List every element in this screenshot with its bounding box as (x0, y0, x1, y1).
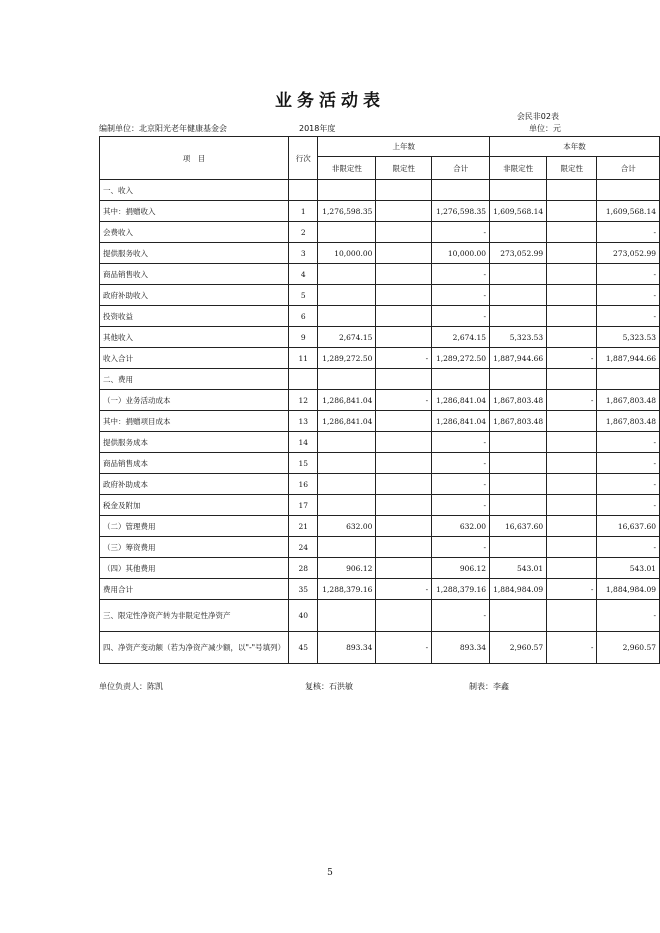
cell-curr-restricted: - (547, 390, 597, 411)
cell-curr-restricted (547, 327, 597, 348)
cell-curr-total: 5,323.53 (597, 327, 660, 348)
cell-prev-total: - (432, 537, 490, 558)
table-row (100, 537, 660, 558)
cell-curr-total: - (597, 474, 660, 495)
table-row (100, 348, 660, 369)
cell-curr-unrestricted: 2,960.57 (490, 632, 547, 664)
row-line-number: 15 (289, 453, 318, 474)
table-row (100, 180, 660, 201)
cell-prev-total (432, 180, 490, 201)
cell-curr-unrestricted (490, 495, 547, 516)
row-item-label: （一）业务活动成本 (100, 390, 289, 411)
cell-prev-total: 1,286,841.04 (432, 411, 490, 432)
cell-prev-unrestricted (318, 537, 376, 558)
cell-prev-total (432, 369, 490, 390)
cell-curr-unrestricted: 1,884,984.09 (490, 579, 547, 600)
cell-curr-total: 16,637.60 (597, 516, 660, 537)
cell-curr-unrestricted: 543.01 (490, 558, 547, 579)
header-prev-unrestricted: 非限定性 (318, 157, 376, 180)
cell-curr-restricted (547, 516, 597, 537)
cell-curr-unrestricted: 1,867,803.48 (490, 411, 547, 432)
row-line-number: 14 (289, 432, 318, 453)
cell-prev-total: - (432, 285, 490, 306)
cell-curr-unrestricted (490, 600, 547, 632)
table-row (100, 516, 660, 537)
cell-prev-restricted (376, 180, 432, 201)
cell-prev-unrestricted (318, 453, 376, 474)
cell-prev-restricted (376, 474, 432, 495)
cell-prev-unrestricted (318, 369, 376, 390)
header-item: 项 目 (100, 137, 289, 180)
cell-curr-total: - (597, 600, 660, 632)
header-curr-unrestricted: 非限定性 (490, 157, 547, 180)
cell-prev-restricted (376, 306, 432, 327)
row-item-label: （四）其他费用 (100, 558, 289, 579)
cell-curr-unrestricted: 16,637.60 (490, 516, 547, 537)
form-number: 会民非02表 (516, 112, 559, 121)
table-row (100, 579, 660, 600)
cell-curr-restricted (547, 411, 597, 432)
cell-prev-unrestricted: 1,286,841.04 (318, 390, 376, 411)
cell-curr-unrestricted (490, 369, 547, 390)
cell-curr-restricted: - (547, 348, 597, 369)
cell-prev-restricted (376, 243, 432, 264)
cell-prev-unrestricted (318, 285, 376, 306)
cell-curr-total: 1,867,803.48 (597, 411, 660, 432)
cell-prev-total: 1,289,272.50 (432, 348, 490, 369)
cell-curr-unrestricted (490, 180, 547, 201)
cell-curr-total (597, 180, 660, 201)
cell-prev-unrestricted (318, 180, 376, 201)
row-line-number (289, 369, 318, 390)
table-row (100, 285, 660, 306)
row-line-number: 12 (289, 390, 318, 411)
cell-curr-restricted: - (547, 579, 597, 600)
row-item-label: 一、收入 (100, 180, 289, 201)
row-line-number: 28 (289, 558, 318, 579)
header-curr-total: 合计 (597, 157, 660, 180)
cell-prev-restricted (376, 516, 432, 537)
cell-prev-total: 2,674.15 (432, 327, 490, 348)
row-item-label: 投资收益 (100, 306, 289, 327)
row-item-label: （二）管理费用 (100, 516, 289, 537)
cell-curr-total: 2,960.57 (597, 632, 660, 664)
cell-prev-unrestricted (318, 474, 376, 495)
row-line-number: 6 (289, 306, 318, 327)
cell-curr-unrestricted: 5,323.53 (490, 327, 547, 348)
cell-prev-unrestricted: 2,674.15 (318, 327, 376, 348)
table-row (100, 390, 660, 411)
cell-curr-restricted (547, 264, 597, 285)
cell-prev-total: - (432, 453, 490, 474)
cell-prev-unrestricted: 1,286,841.04 (318, 411, 376, 432)
cell-prev-unrestricted (318, 432, 376, 453)
table-row (100, 432, 660, 453)
header-line: 行次 (289, 137, 318, 180)
table-row (100, 201, 660, 222)
row-item-label: 商品销售收入 (100, 264, 289, 285)
row-item-label: 提供服务收入 (100, 243, 289, 264)
cell-prev-restricted: - (376, 632, 432, 664)
cell-prev-restricted (376, 369, 432, 390)
cell-prev-total: 1,286,841.04 (432, 390, 490, 411)
table-row (100, 600, 660, 632)
cell-prev-unrestricted: 1,288,379.16 (318, 579, 376, 600)
cell-curr-total: - (597, 222, 660, 243)
cell-curr-unrestricted (490, 306, 547, 327)
cell-curr-unrestricted (490, 264, 547, 285)
unit-leader: 单位负责人：陈凯 (99, 682, 163, 691)
cell-curr-total: - (597, 306, 660, 327)
cell-curr-total: 1,609,568.14 (597, 201, 660, 222)
row-item-label: 税金及附加 (100, 495, 289, 516)
cell-curr-total: 1,867,803.48 (597, 390, 660, 411)
table-row (100, 222, 660, 243)
cell-curr-total: - (597, 537, 660, 558)
row-item-label: 政府补助收入 (100, 285, 289, 306)
info-line (99, 123, 561, 135)
header-prev-year: 上年数 (318, 137, 490, 157)
cell-curr-unrestricted: 273,052.99 (490, 243, 547, 264)
cell-prev-restricted (376, 327, 432, 348)
cell-prev-restricted (376, 600, 432, 632)
cell-curr-total: - (597, 432, 660, 453)
cell-curr-restricted (547, 558, 597, 579)
header-curr-restricted: 限定性 (547, 157, 597, 180)
cell-curr-restricted (547, 474, 597, 495)
cell-prev-total: 632.00 (432, 516, 490, 537)
cell-prev-restricted (376, 558, 432, 579)
table-row (100, 474, 660, 495)
table-row (100, 369, 660, 390)
cell-prev-total: - (432, 432, 490, 453)
cell-curr-total: 543.01 (597, 558, 660, 579)
cell-curr-unrestricted (490, 432, 547, 453)
cell-curr-total: - (597, 495, 660, 516)
row-item-label: 二、费用 (100, 369, 289, 390)
cell-prev-unrestricted: 906.12 (318, 558, 376, 579)
cell-prev-total: - (432, 222, 490, 243)
cell-curr-unrestricted (490, 537, 547, 558)
preparer: 制表：李鑫 (469, 682, 509, 691)
row-line-number: 17 (289, 495, 318, 516)
cell-prev-unrestricted (318, 222, 376, 243)
cell-prev-total: 1,288,379.16 (432, 579, 490, 600)
cell-curr-total: - (597, 453, 660, 474)
cell-curr-restricted (547, 180, 597, 201)
table-row (100, 632, 660, 664)
row-line-number (289, 180, 318, 201)
cell-prev-total: 893.34 (432, 632, 490, 664)
row-item-label: 其中：捐赠收入 (100, 201, 289, 222)
row-line-number: 16 (289, 474, 318, 495)
cell-curr-restricted (547, 201, 597, 222)
cell-prev-restricted: - (376, 348, 432, 369)
report-year: 2018年度 (299, 124, 336, 133)
row-line-number: 45 (289, 632, 318, 664)
cell-prev-unrestricted: 10,000.00 (318, 243, 376, 264)
cell-curr-restricted (547, 495, 597, 516)
table-row (100, 243, 660, 264)
cell-curr-total: 1,884,984.09 (597, 579, 660, 600)
row-item-label: 收入合计 (100, 348, 289, 369)
cell-prev-unrestricted: 1,289,272.50 (318, 348, 376, 369)
cell-prev-total: 1,276,598.35 (432, 201, 490, 222)
table-row (100, 306, 660, 327)
row-item-label: 会费收入 (100, 222, 289, 243)
currency-unit: 单位：元 (529, 124, 561, 133)
row-line-number: 24 (289, 537, 318, 558)
row-line-number: 9 (289, 327, 318, 348)
cell-prev-restricted (376, 201, 432, 222)
cell-prev-total: - (432, 474, 490, 495)
table-body (100, 180, 660, 664)
cell-prev-unrestricted: 893.34 (318, 632, 376, 664)
cell-prev-total: - (432, 264, 490, 285)
cell-prev-unrestricted (318, 264, 376, 285)
table-row (100, 327, 660, 348)
table-row (100, 495, 660, 516)
row-line-number: 3 (289, 243, 318, 264)
cell-curr-unrestricted (490, 285, 547, 306)
cell-prev-total: - (432, 495, 490, 516)
cell-prev-restricted: - (376, 390, 432, 411)
cell-curr-restricted (547, 369, 597, 390)
row-line-number: 4 (289, 264, 318, 285)
cell-curr-unrestricted: 1,609,568.14 (490, 201, 547, 222)
row-line-number: 35 (289, 579, 318, 600)
cell-curr-restricted (547, 432, 597, 453)
cell-curr-unrestricted (490, 474, 547, 495)
cell-curr-restricted: - (547, 632, 597, 664)
cell-prev-unrestricted: 632.00 (318, 516, 376, 537)
row-line-number: 13 (289, 411, 318, 432)
cell-curr-unrestricted (490, 453, 547, 474)
cell-prev-restricted (376, 432, 432, 453)
cell-prev-total: 906.12 (432, 558, 490, 579)
table-row (100, 411, 660, 432)
report-title: 业务活动表 (275, 91, 385, 111)
cell-prev-total: - (432, 306, 490, 327)
reviewer: 复核：石洪敏 (305, 682, 353, 691)
cell-curr-restricted (547, 453, 597, 474)
cell-prev-restricted (376, 285, 432, 306)
cell-curr-unrestricted (490, 222, 547, 243)
row-line-number: 21 (289, 516, 318, 537)
header-curr-year: 本年数 (490, 137, 660, 157)
business-activity-table (99, 136, 660, 664)
row-item-label: 费用合计 (100, 579, 289, 600)
cell-curr-unrestricted: 1,887,944.66 (490, 348, 547, 369)
cell-prev-restricted: - (376, 579, 432, 600)
row-line-number: 1 (289, 201, 318, 222)
cell-prev-total: 10,000.00 (432, 243, 490, 264)
cell-prev-restricted (376, 411, 432, 432)
cell-prev-restricted (376, 537, 432, 558)
cell-prev-restricted (376, 264, 432, 285)
org-name: 编制单位：北京阳光老年健康基金会 (99, 124, 227, 133)
row-line-number: 40 (289, 600, 318, 632)
cell-prev-unrestricted: 1,276,598.35 (318, 201, 376, 222)
row-line-number: 11 (289, 348, 318, 369)
row-line-number: 5 (289, 285, 318, 306)
table-row (100, 558, 660, 579)
header-prev-total: 合计 (432, 157, 490, 180)
row-item-label: 商品销售成本 (100, 453, 289, 474)
cell-curr-restricted (547, 306, 597, 327)
cell-curr-total: - (597, 285, 660, 306)
row-line-number: 2 (289, 222, 318, 243)
cell-curr-restricted (547, 600, 597, 632)
cell-curr-restricted (547, 243, 597, 264)
signature-line (99, 681, 561, 693)
cell-prev-restricted (376, 453, 432, 474)
header-prev-restricted: 限定性 (376, 157, 432, 180)
cell-prev-restricted (376, 495, 432, 516)
cell-prev-unrestricted (318, 495, 376, 516)
cell-prev-unrestricted (318, 600, 376, 632)
cell-curr-unrestricted: 1,867,803.48 (490, 390, 547, 411)
row-item-label: 其中：捐赠项目成本 (100, 411, 289, 432)
cell-curr-restricted (547, 285, 597, 306)
cell-curr-total: - (597, 264, 660, 285)
cell-curr-total: 1,887,944.66 (597, 348, 660, 369)
page-number: 5 (327, 868, 333, 878)
row-item-label: 四、净资产变动额（若为净资产减少额，以"-"号填列） (100, 632, 289, 664)
table-row (100, 264, 660, 285)
cell-curr-total: 273,052.99 (597, 243, 660, 264)
cell-prev-total: - (432, 600, 490, 632)
row-item-label: （三）筹资费用 (100, 537, 289, 558)
cell-curr-total (597, 369, 660, 390)
table-row (100, 453, 660, 474)
row-item-label: 三、限定性净资产转为非限定性净资产 (100, 600, 289, 632)
row-item-label: 其他收入 (100, 327, 289, 348)
cell-curr-restricted (547, 537, 597, 558)
cell-curr-restricted (547, 222, 597, 243)
row-item-label: 提供服务成本 (100, 432, 289, 453)
cell-prev-unrestricted (318, 306, 376, 327)
cell-prev-restricted (376, 222, 432, 243)
row-item-label: 政府补助成本 (100, 474, 289, 495)
